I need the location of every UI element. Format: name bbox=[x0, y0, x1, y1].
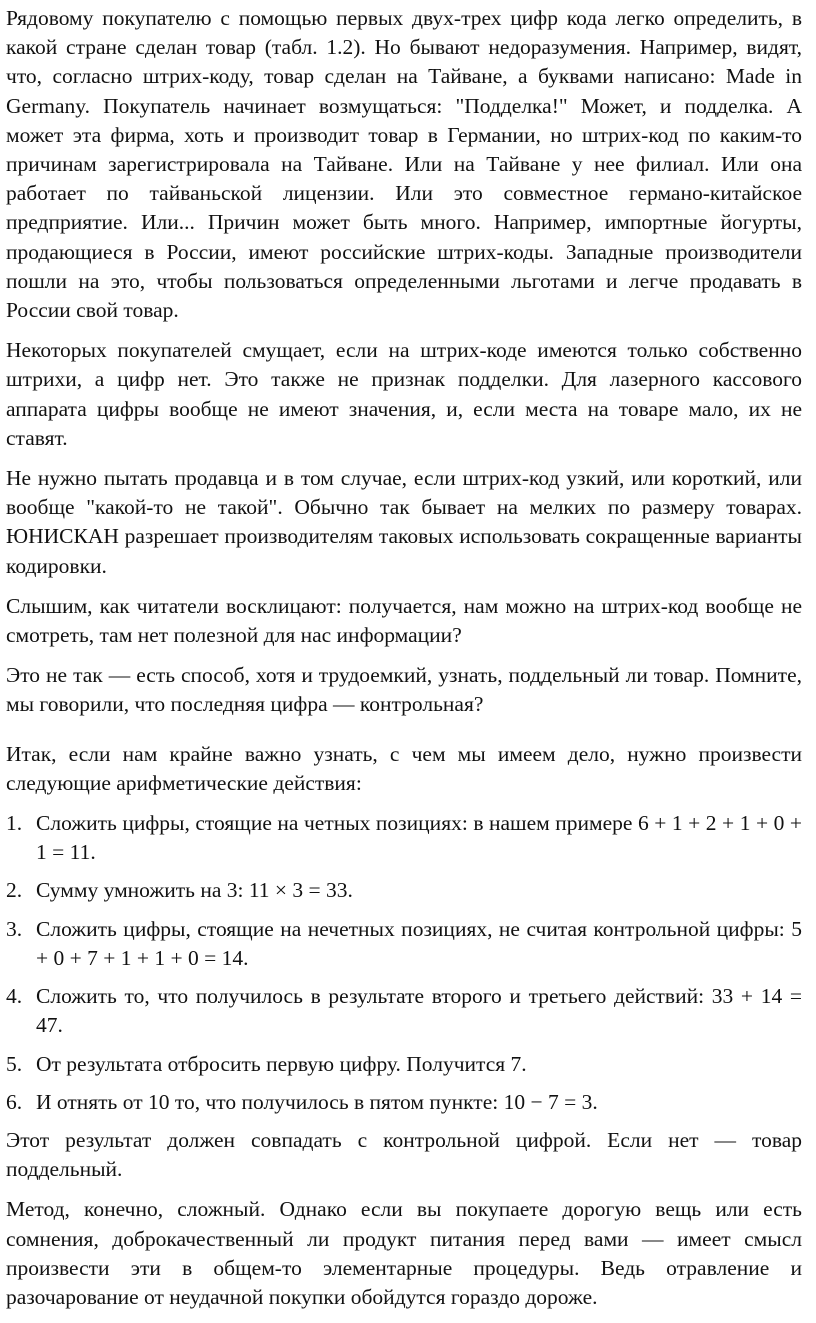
list-item bbox=[6, 1050, 802, 1079]
list-item bbox=[6, 915, 802, 973]
paragraph-readers-question: Слышим, как читатели восклицают: получается, нам можно на штрих-код вообще не смотреть, там нет полезной для нас информации? bbox=[6, 593, 802, 648]
step-number: 6. bbox=[6, 1089, 23, 1114]
step-number: 5. bbox=[6, 1051, 23, 1076]
paragraph-procedure-intro: Итак, если нам крайне важно узнать, с чем мы имеем дело, нужно произвести следующие арифметические действия: bbox=[6, 741, 802, 795]
list-item bbox=[6, 809, 802, 867]
step-number: 1. bbox=[6, 811, 23, 836]
step-text: От результата отбросить первую цифру. Получится 7. bbox=[36, 1051, 527, 1076]
step-number: 3. bbox=[6, 916, 23, 941]
paragraph-short-code: Не нужно пытать продавца и в том случае, если штрих-код узкий, или короткий, или вообще "какой-то не такой". Обычно так бывает на мелких по размеру товарах. ЮНИСКАН разрешает производителям таковых использовать сокращенные варианты кодировки. bbox=[6, 466, 802, 578]
paragraph-country-code: Рядовому покупателю с помощью первых двух-трех цифр кода легко определить, в какой стране сделан товар (табл. 1.2). Но бывают недоразумения. Например, видят, что, согласно штрих-коду, товар сделан на Тайване, а буквами написано: Made in Germany. Покупатель начинает возмущаться: "Подделка!" Может, и подделка. А может эта фирма, хоть и производит товар в Германии, но штрих-код по каким-то причинам зарегистрировала на Тайване. Или на Тайване у нее филиал. Или она работает по тайваньской лицензии. Или это совместное германо-китайское предприятие. Или... Причин может быть много. Например, импортные йогурты, продающиеся в России, имеют российские штрих-коды. Западные производители пошли на это, чтобы пользоваться определенными льготами и легче продавать в России свой товар. bbox=[6, 6, 802, 323]
steps-list bbox=[6, 809, 802, 1117]
step-text: Сложить цифры, стоящие на нечетных позициях, не считая контрольной цифры: 5 + 0 + 7 + 1 + 1 + 0 = 14. bbox=[36, 916, 802, 970]
step-number: 2. bbox=[6, 878, 23, 903]
paragraph-check-digit: Это не так — есть способ, хотя и трудоемкий, узнать, поддельный ли товар. Помните, мы говорили, что последняя цифра — контрольная? bbox=[6, 663, 802, 717]
step-text: Сумму умножить на 3: 11 × 3 = 33. bbox=[36, 878, 353, 903]
step-text: И отнять от 10 то, что получилось в пятом пункте: 10 − 7 = 3. bbox=[36, 1089, 598, 1114]
list-item bbox=[6, 982, 802, 1040]
list-item bbox=[6, 876, 802, 905]
paragraph-result-check: Этот результат должен совпадать с контрольной цифрой. Если нет — товар поддельный. bbox=[6, 1127, 802, 1182]
paragraph-conclusion: Метод, конечно, сложный. Однако если вы покупаете дорогую вещь или есть сомнения, доброкачественный ли продукт питания перед вами — имеет смысл произвести эти в общем-то элементарные процедуры. Ведь отравление и разочарование от неудачной покупки обойдутся гораздо дороже. bbox=[6, 1197, 802, 1309]
step-number: 4. bbox=[6, 984, 23, 1009]
step-text: Сложить цифры, стоящие на четных позициях: в нашем примере 6 + 1 + 2 + 1 + 0 + 1 = 11. bbox=[36, 811, 802, 865]
document-page bbox=[6, 4, 802, 1323]
paragraph-no-digits: Некоторых покупателей смущает, если на штрих-коде имеются только собственно штрихи, а цифр нет. Это также не признак подделки. Для лазерного кассового аппарата цифры вообще не имеют значения, и, если места на товаре мало, их не ставят. bbox=[6, 338, 802, 450]
step-text: Сложить то, что получилось в результате второго и третьего действий: 33 + 14 = 47. bbox=[36, 984, 802, 1038]
list-item bbox=[6, 1088, 802, 1117]
